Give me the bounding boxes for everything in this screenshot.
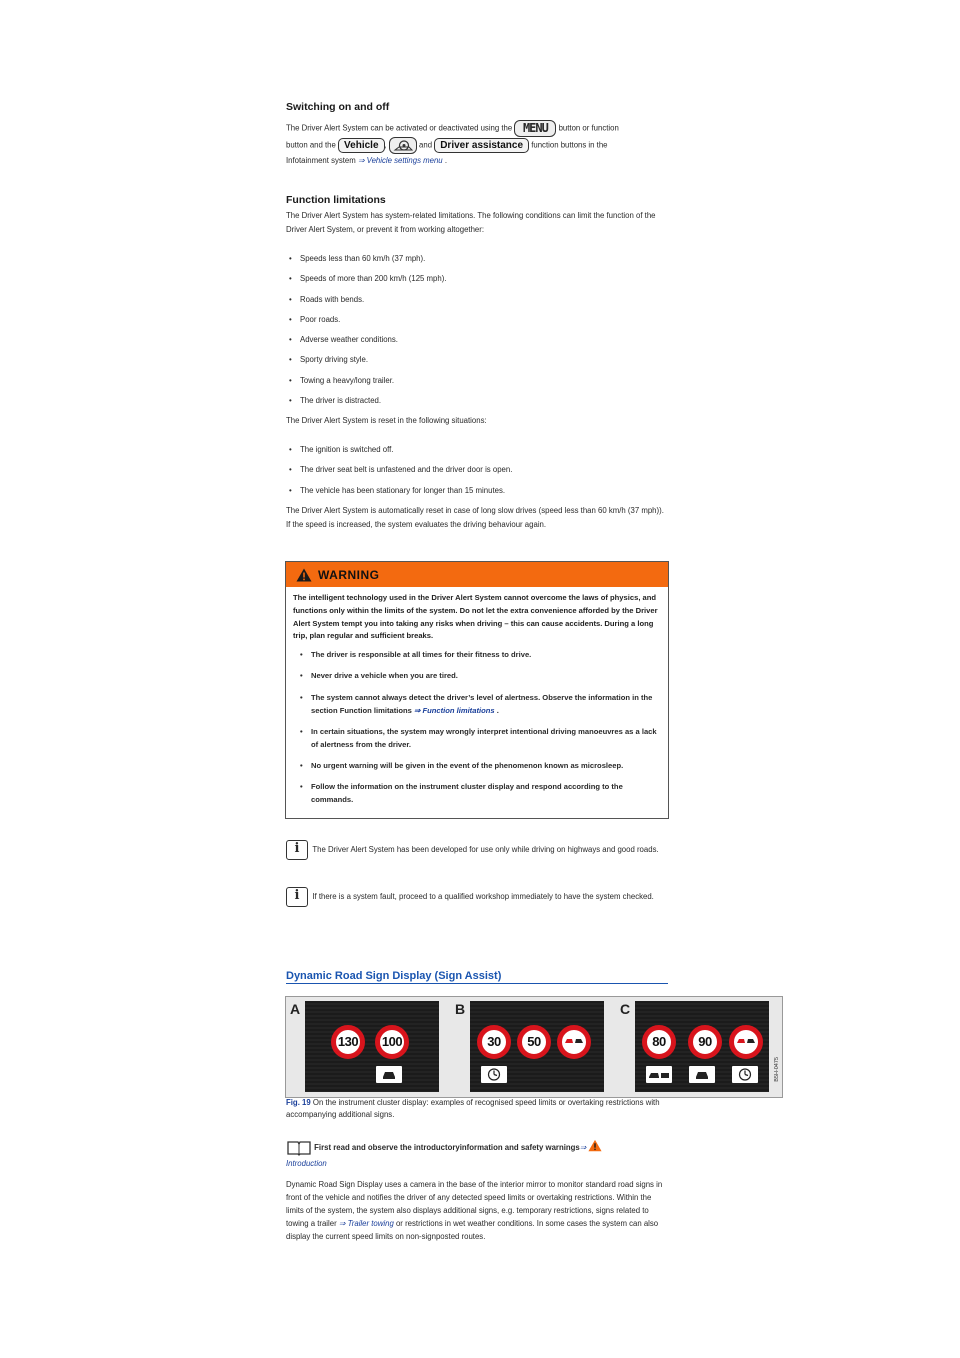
- vehicle-settings-link[interactable]: ⇒ Vehicle settings menu: [357, 156, 443, 165]
- limitations-intro: The Driver Alert System has system-related limitations. The following conditions can limit the function of the Driver Alert System, or prevent it from working altogether:: [286, 211, 656, 234]
- speed-limit-sign: 90: [688, 1025, 722, 1059]
- list-item: • Follow the information on the instrument cluster display and respond according to the commands.: [293, 781, 661, 807]
- trailer-towing-link[interactable]: ⇒ Trailer towing: [338, 1219, 394, 1228]
- car-icon: [689, 1066, 715, 1083]
- list-item: • Towing a heavy/long trailer.: [286, 375, 668, 387]
- vehicle-key: Vehicle: [338, 138, 384, 153]
- menu-key-icon: MENU: [514, 120, 556, 137]
- panel-letter-c: C: [620, 1001, 631, 1017]
- switching-paragraph: The Driver Alert System can be activated or deactivated using the MENU button or function button and the Vehicle , and Driver assistance function buttons in the Infotainment system ⇒ Vehicle settings menu .: [286, 121, 619, 165]
- list-item: • Sporty driving style.: [286, 354, 668, 366]
- no-overtaking-sign: [729, 1025, 763, 1059]
- speed-limit-sign: 30: [477, 1025, 511, 1059]
- list-item: • Poor roads.: [286, 314, 668, 326]
- book-icon: [286, 1140, 312, 1156]
- list-item: • The ignition is switched off.: [286, 444, 668, 456]
- figure-reference: B5H-0475: [774, 1057, 780, 1082]
- clock-icon: [732, 1066, 758, 1083]
- driver-assistance-key: Driver assistance: [434, 138, 529, 153]
- panel-letter-b: B: [455, 1001, 466, 1017]
- car-trailer-icon: [646, 1066, 672, 1083]
- reset-list: [286, 444, 668, 505]
- clock-icon: [481, 1066, 507, 1083]
- speed-limit-sign: 50: [517, 1025, 551, 1059]
- list-item: • No urgent warning will be given in the event of the phenomenon known as microsleep.: [293, 760, 661, 773]
- section-title-sign-assist: Dynamic Road Sign Display (Sign Assist): [286, 970, 668, 984]
- sign-assist-body: Dynamic Road Sign Display uses a camera in the base of the interior mirror to monitor standard road signs in front of the vehicle and notifies the driver of any detected speed limits or overtaking restrictions. Within the limits of the system, the system also displays additional signs, e.g. temporary restrictions, signs related to towing a trailer ⇒ Trailer towing or restrictions in wet weather conditions. In some cases the system can also display the current speed limits on non-signposted routes.: [286, 1180, 663, 1241]
- list-item: • Adverse weather conditions.: [286, 334, 668, 346]
- conditions-list: [286, 253, 668, 415]
- car-icon: [376, 1066, 402, 1083]
- intro-note: First read and observe the introductoryinformation and safety warnings⇒ Introduction: [286, 1139, 668, 1171]
- display-panel-c: [635, 1001, 769, 1092]
- note-1: i The Driver Alert System has been developed for use only while driving on highways and good roads.: [286, 840, 666, 860]
- introduction-link[interactable]: Introduction: [286, 1159, 327, 1168]
- heading-switching: Switching on and off: [286, 101, 390, 113]
- list-item: • The driver is distracted.: [286, 395, 668, 407]
- warning-triangle-icon: [296, 568, 312, 582]
- display-panel-a: [305, 1001, 439, 1092]
- list-item: • Speeds of more than 200 km/h (125 mph).: [286, 273, 668, 285]
- info-icon: i: [286, 887, 308, 907]
- list-item: • Roads with bends.: [286, 294, 668, 306]
- list-item: • The system cannot always detect the driver’s level of alertness. Observe the information in the section Function limitations ⇒ Function limitations .: [293, 692, 661, 718]
- figure-sign-assist: [285, 996, 783, 1098]
- warning-header: [286, 562, 668, 587]
- list-item: • Never drive a vehicle when you are tired.: [293, 670, 661, 683]
- warning-box: [285, 561, 669, 819]
- display-panel-b: [470, 1001, 604, 1092]
- function-limitations-link[interactable]: ⇒ Function limitations: [413, 705, 495, 715]
- reset-intro: The Driver Alert System is reset in the following situations:: [286, 416, 487, 425]
- warning-body: [286, 587, 668, 820]
- warning-title: WARNING: [318, 567, 380, 582]
- list-item: • Speeds less than 60 km/h (37 mph).: [286, 253, 668, 265]
- heading-function-limitations: Function limitations: [286, 194, 386, 206]
- warning-intro: The intelligent technology used in the Driver Alert System cannot overcome the laws of physics, and functions only within the limits of the system. Do not let the extra convenience afforded by the Driver Alert System tempt you into taking any risks when driving – this can cause accidents. During a long trip, plan regular and sufficient breaks.: [293, 593, 658, 641]
- panel-letter-a: A: [290, 1001, 301, 1017]
- list-item: • The vehicle has been stationary for longer than 15 minutes.: [286, 485, 668, 497]
- note-2: i If there is a system fault, proceed to a qualified workshop immediately to have the system checked.: [286, 887, 666, 907]
- speed-limit-sign: 130: [331, 1025, 365, 1059]
- speed-limit-sign: 100: [375, 1025, 409, 1059]
- list-item: • The driver seat belt is unfastened and the driver door is open.: [286, 464, 668, 476]
- list-item: • The driver is responsible at all times for their fitness to drive.: [293, 649, 661, 662]
- figure-caption: Fig. 19 On the instrument cluster display: examples of recognised speed limits or overtaking restrictions with accompanying additional signs.: [286, 1098, 660, 1119]
- list-item: • In certain situations, the system may wrongly interpret intentional driving manoeuvres as a lack of alertness from the driver.: [293, 726, 661, 752]
- auto-reset-paragraph: The Driver Alert System is automatically reset in case of long slow drives (speed less than 60 km/h (37 mph)). If the speed is increased, the system evaluates the driving behaviour again.: [286, 506, 664, 529]
- car-settings-icon: [389, 137, 417, 154]
- info-icon: i: [286, 840, 308, 860]
- warning-list: [293, 649, 661, 807]
- speed-limit-sign: 80: [642, 1025, 676, 1059]
- no-overtaking-sign: [557, 1025, 591, 1059]
- warning-triangle-icon: [588, 1139, 602, 1157]
